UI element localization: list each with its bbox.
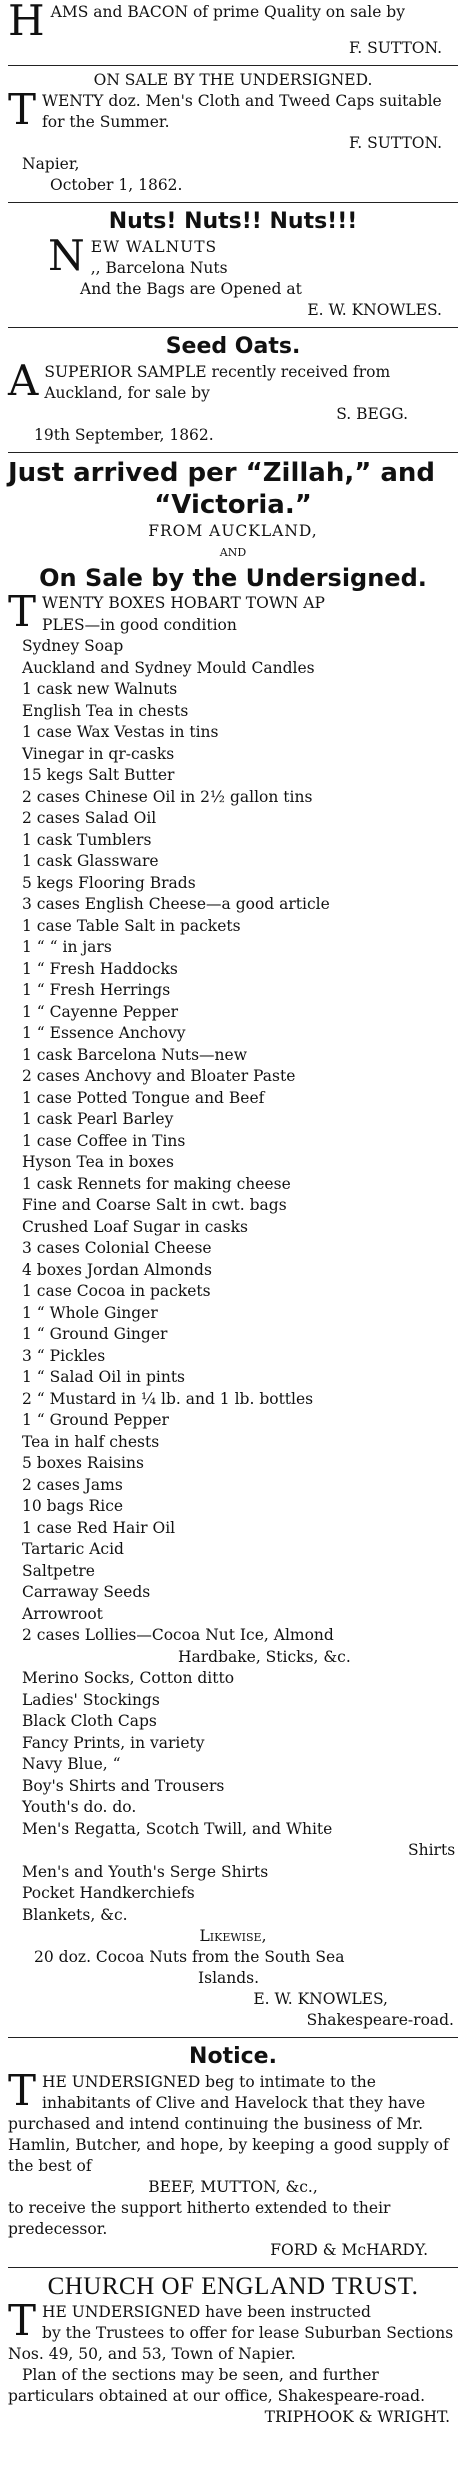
drop-cap: N	[48, 231, 85, 280]
ad-church-trust	[8, 2272, 458, 2428]
list-item: 3 cases Colonial Cheese	[22, 1239, 212, 1257]
list-item: 1 “ Fresh Haddocks	[22, 959, 178, 978]
list-item: Crushed Loaf Sugar in casks	[22, 1217, 248, 1236]
divider	[8, 65, 458, 66]
ad-title: Just arrived per “Zillah,” and	[8, 458, 436, 488]
list-item: 1 cask Tumblers	[22, 830, 152, 849]
list-item: Blankets, &c.	[22, 1905, 128, 1924]
list-item: 2 cases Salad Oil	[22, 809, 157, 827]
divider	[8, 2037, 458, 2038]
ad-title: Nuts! Nuts!! Nuts!!!	[108, 209, 358, 234]
list-item: 5 boxes Raisins	[22, 1454, 144, 1472]
list-item: 2 cases Anchovy and Bloater Paste	[22, 1067, 296, 1085]
list-item: Carraway Seeds	[22, 1583, 151, 1601]
list-item: Men's and Youth's Serge Shirts	[22, 1862, 269, 1881]
ad-date: 19th September, 1862.	[34, 426, 214, 444]
list-item: Black Cloth Caps	[22, 1712, 157, 1730]
ad-signature: FORD & McHARDY.	[270, 2241, 428, 2259]
ad-title: On Sale by the Undersigned.	[39, 564, 427, 592]
ad-signature: TRIPHOOK & WRIGHT.	[264, 2408, 450, 2426]
divider	[8, 202, 458, 203]
list-item: 3 cases English Cheese—a good article	[22, 895, 330, 913]
divider	[8, 327, 458, 328]
ad-seed-oats	[8, 332, 458, 446]
list-item: Sydney Soap	[22, 637, 124, 655]
list-item: Hyson Tea in boxes	[22, 1153, 174, 1171]
list-item: 1 cask new Walnuts	[22, 680, 178, 698]
list-item: Fancy Prints, in variety	[22, 1733, 205, 1752]
list-item: 1 “ Fresh Herrings	[22, 981, 171, 999]
list-item: Shirts	[408, 1841, 456, 1859]
list-item: PLES—in good condition	[42, 615, 237, 634]
list-item: 1 “ Whole Ginger	[22, 1303, 158, 1322]
list-item: English Tea in chests	[22, 701, 189, 720]
ad-signature: S. BEGG.	[336, 405, 408, 423]
list-item: 1 “ “ in jars	[22, 938, 112, 956]
ad-line: EW WALNUTS	[90, 238, 218, 256]
ad-signature: F. SUTTON.	[348, 134, 442, 152]
list-item: 1 cask Glassware	[22, 852, 159, 870]
ad-body: Plan of the sections may be seen, and further particulars obtained at our office, Shakespeare-road.	[8, 2366, 426, 2405]
list-item: Fine and Coarse Salt in cwt. bags	[22, 1196, 287, 1214]
list-item: WENTY BOXES HOBART TOWN AP	[42, 594, 325, 612]
list-item: 1 “ Salad Oil in pints	[22, 1368, 186, 1386]
list-item: Tea in half chests	[22, 1432, 160, 1451]
drop-cap: H	[8, 0, 45, 45]
ad-body: by the Trustees to offer for lease Suburban Sections Nos. 49, 50, and 53, Town of Napier.	[8, 2324, 454, 2363]
list-item: 1 cask Pearl Barley	[22, 1110, 174, 1128]
ad-hams-bacon	[8, 0, 458, 59]
list-item: 1 case Table Salt in packets	[22, 916, 241, 935]
list-item: Merino Socks, Cotton ditto	[22, 1669, 235, 1687]
ad-address: Shakespeare-road.	[306, 2011, 454, 2029]
ad-likewise: Likewise,	[199, 1927, 267, 1945]
ad-nuts	[8, 207, 458, 321]
ad-title: Notice.	[189, 2044, 277, 2069]
list-item: Arrowroot	[22, 1604, 103, 1623]
ad-and: AND	[219, 546, 247, 559]
list-item: Ladies' Stockings	[22, 1690, 160, 1709]
divider	[8, 2267, 458, 2268]
ad-line: Islands.	[198, 1969, 260, 1987]
list-item: 2 cases Chinese Oil in 2½ gallon tins	[22, 787, 313, 806]
ad-body: WENTY doz. Men's Cloth and Tweed Caps suitable for the Summer.	[42, 92, 442, 131]
ad-notice	[8, 2042, 458, 2261]
ad-signature: F. SUTTON.	[348, 39, 442, 57]
drop-cap: A	[8, 356, 39, 405]
list-item: Men's Regatta, Scotch Twill, and White	[22, 1819, 333, 1838]
list-item: Tartaric Acid	[22, 1540, 124, 1558]
drop-cap: T	[8, 85, 37, 134]
list-item: 1 case Coffee in Tins	[22, 1131, 186, 1150]
ad-goods: BEEF, MUTTON, &c.,	[148, 2178, 318, 2196]
ad-body: SUPERIOR SAMPLE recently received from Auckland, for sale by	[44, 363, 391, 402]
ad-body: inhabitants of Clive and Havelock that they have purchased and intend continuing the business of Mr. Hamlin, Butcher, and hope, by keeping a good supply of the best of	[8, 2094, 449, 2175]
list-item: 2 “ Mustard in ¼ lb. and 1 lb. bottles	[22, 1389, 314, 1408]
list-item: 1 cask Barcelona Nuts—new	[22, 1045, 247, 1064]
list-item: 1 “ Ground Pepper	[22, 1411, 169, 1429]
list-item: 5 kegs Flooring Brads	[22, 873, 196, 892]
list-item: Hardbake, Sticks, &c.	[178, 1647, 351, 1666]
list-item: 1 case Potted Tongue and Beef	[22, 1088, 265, 1107]
ad-origin: FROM AUCKLAND,	[148, 522, 318, 540]
ad-signature: E. W. KNOWLES.	[307, 301, 442, 319]
list-item: 1 “ Ground Ginger	[22, 1325, 168, 1343]
ad-just-arrived	[8, 457, 458, 2031]
ad-caps	[8, 70, 458, 196]
list-item: Navy Blue, “	[22, 1755, 121, 1773]
list-item: 1 cask Rennets for making cheese	[22, 1174, 291, 1193]
ad-body: to receive the support hitherto extended to their predecessor.	[8, 2199, 391, 2238]
ad-title: “Victoria.”	[154, 490, 312, 520]
drop-cap: T	[8, 587, 37, 636]
ad-body: HE UNDERSIGNED have been instructed	[42, 2303, 371, 2321]
item-list	[8, 587, 458, 1926]
ad-date: October 1, 1862.	[50, 176, 183, 194]
list-item: 1 “ Cayenne Pepper	[22, 1002, 179, 1021]
ad-title: Seed Oats.	[165, 334, 301, 359]
drop-cap: T	[8, 2066, 37, 2115]
list-item: 15 kegs Salt Butter	[22, 766, 175, 784]
list-item: Auckland and Sydney Mould Candles	[22, 658, 315, 677]
list-item: 1 “ Essence Anchovy	[22, 1024, 186, 1042]
ad-line: And the Bags are Opened at	[80, 280, 302, 298]
list-item: 10 bags Rice	[22, 1497, 124, 1515]
divider	[8, 452, 458, 453]
list-item: Saltpetre	[22, 1561, 95, 1580]
ad-heading: ON SALE BY THE UNDERSIGNED.	[93, 71, 373, 89]
list-item: Boy's Shirts and Trousers	[22, 1776, 225, 1795]
list-item: 1 case Cocoa in packets	[22, 1282, 211, 1300]
list-item: 1 case Red Hair Oil	[22, 1518, 176, 1537]
list-item: Youth's do. do.	[22, 1798, 137, 1816]
ad-signature: E. W. KNOWLES,	[253, 1990, 388, 2008]
list-item: Pocket Handkerchiefs	[22, 1884, 195, 1902]
ad-line: ,, Barcelona Nuts	[90, 259, 228, 277]
ad-title: CHURCH OF ENGLAND TRUST.	[47, 2273, 419, 2300]
drop-cap: T	[8, 2296, 37, 2345]
ad-place: Napier,	[22, 155, 80, 173]
list-item: Vinegar in qr-casks	[22, 744, 175, 763]
list-item: 3 “ Pickles	[22, 1346, 106, 1365]
list-item: 4 boxes Jordan Almonds	[22, 1260, 212, 1279]
list-item: 2 cases Jams	[22, 1475, 123, 1494]
list-item: 1 case Wax Vestas in tins	[22, 723, 219, 741]
ad-body: HE UNDERSIGNED beg to intimate to the	[42, 2073, 376, 2091]
ad-line: 20 doz. Cocoa Nuts from the South Sea	[34, 1948, 345, 1966]
list-item: 2 cases Lollies—Cocoa Nut Ice, Almond	[22, 1626, 334, 1644]
ad-body: AMS and BACON of prime Quality on sale by	[50, 3, 405, 21]
